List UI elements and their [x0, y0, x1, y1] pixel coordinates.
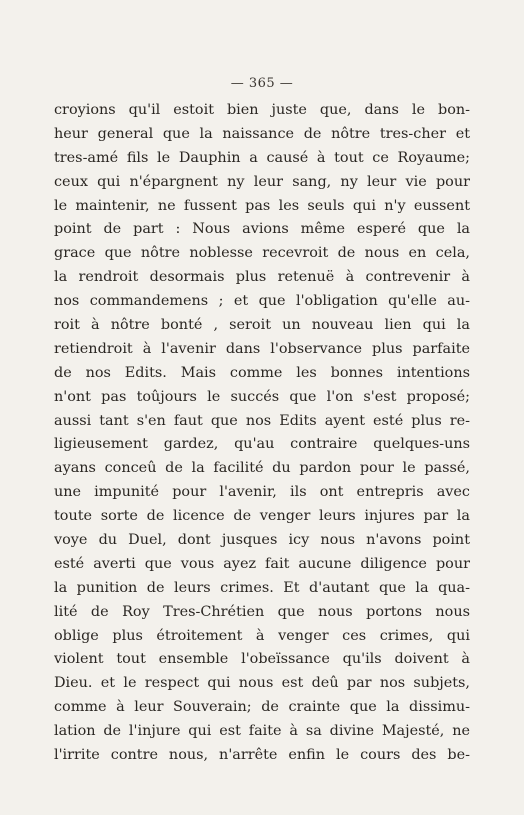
text-line: ayans conceû de la facilité du pardon pour le passé, — [54, 460, 470, 477]
text-line: de nos Edits. Mais comme les bonnes intentions — [54, 364, 470, 381]
text-line: oblige plus étroitement à venger ces crimes, qui — [54, 627, 470, 644]
text-line: comme à leur Souverain; de crainte que la dissimu- — [54, 699, 470, 716]
text-line: la punition de leurs crimes. Et d'autant que la qua- — [54, 579, 470, 596]
text-line: retiendroit à l'avenir dans l'observance plus parfaite — [54, 340, 470, 357]
text-line: lation de l'injure qui est faite à sa divine Majesté, ne — [54, 723, 470, 740]
text-line: croyions qu'il estoit bien juste que, dans le bon- — [54, 102, 470, 118]
text-line: toute sorte de licence de venger leurs injures par la — [54, 508, 470, 525]
page-number: — 365 — — [230, 76, 294, 91]
text-line: roit à nôtre bonté , seroit un nouveau lien qui la — [54, 317, 470, 334]
text-line: point de part : Nous avions même esperé que la — [54, 221, 470, 238]
text-line: une impunité pour l'avenir, ils ont entrepris avec — [54, 484, 470, 501]
text-line: Dieu. et le respect qui nous est deû par nos subjets, — [54, 675, 470, 692]
text-line: lité de Roy Tres-Chrétien que nous portons nous — [54, 603, 470, 620]
text-line: ceux qui n'épargnent ny leur sang, ny leur vie pour — [54, 173, 470, 190]
text-line: voye du Duel, dont jusques icy nous n'avons point — [54, 532, 470, 549]
text-line: tres-amé fils le Dauphin a causé à tout ce Royaume; — [54, 149, 470, 166]
text-line: le maintenir, ne fussent pas les seuls qui n'y eussent — [54, 197, 470, 214]
text-line: esté averti que vous ayez fait aucune diligence pour — [54, 555, 470, 572]
text-line: violent tout ensemble l'obeïssance qu'ils doivent à — [54, 651, 470, 668]
text-line: nos commandemens ; et que l'obligation qu'elle au- — [54, 293, 470, 310]
text-line: heur general que la naissance de nôtre tres-cher et — [54, 125, 470, 142]
text-line: n'ont pas toûjours le succés que l'on s'est proposé; — [54, 388, 470, 405]
text-line: grace que nôtre noblesse recevroit de nous en cela, — [54, 245, 470, 262]
text-line: ligieusement gardez, qu'au contraire quelques-uns — [54, 436, 470, 453]
text-line: aussi tant s'en faut que nos Edits ayent esté plus re- — [54, 412, 470, 429]
text-line: la rendroit desormais plus retenuë à contrevenir à — [54, 269, 470, 286]
text-line: l'irrite contre nous, n'arrête enfin le cours des be- — [54, 747, 470, 764]
body-text — [54, 99, 470, 768]
